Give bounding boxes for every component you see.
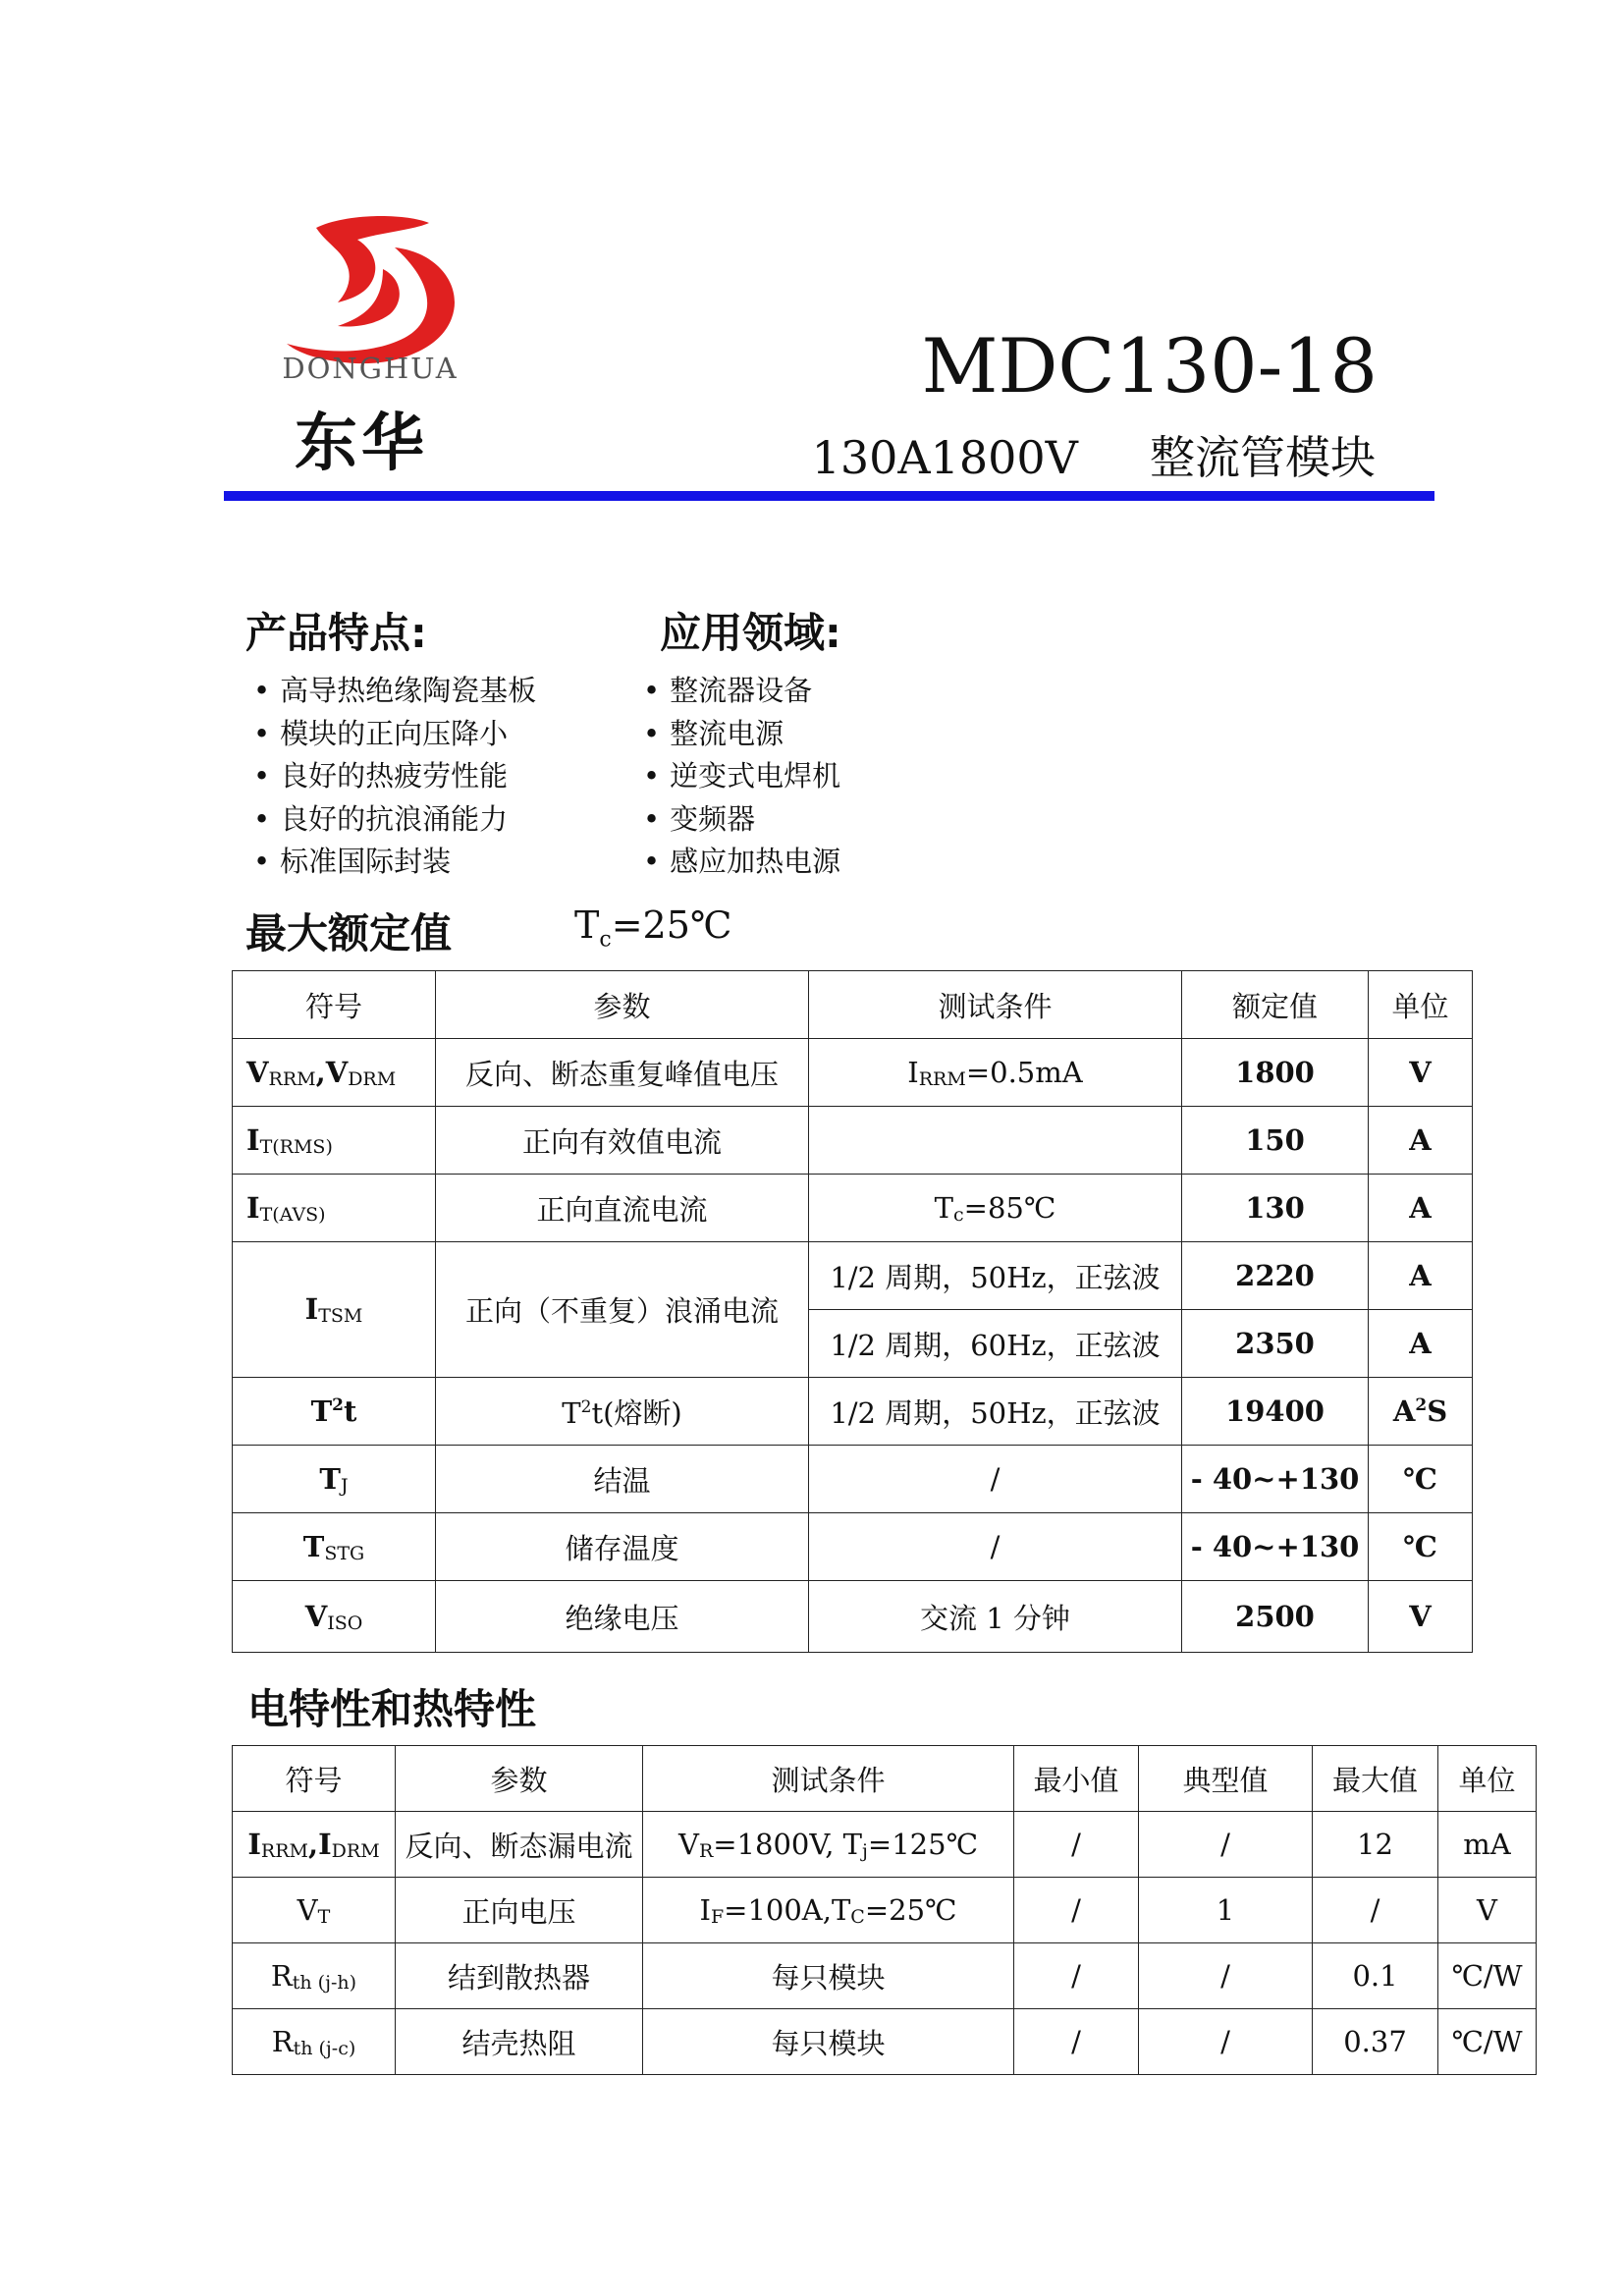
symbol-cell: $T_{STG}$ [233, 1513, 436, 1581]
table-row [233, 1943, 1537, 2009]
condition-cell: / [809, 1513, 1182, 1581]
features-title: 产品特点: [245, 609, 427, 657]
min-cell: / [1014, 1878, 1139, 1943]
unit-cell: V [1369, 1581, 1473, 1653]
header-cell: 符号 [233, 971, 436, 1039]
condition-cell: $I_{RRM}=0.5mA$ [809, 1039, 1182, 1107]
header-cell: 测试条件 [809, 971, 1182, 1039]
max-ratings-table [232, 970, 1473, 1653]
unit-cell: A [1369, 1242, 1473, 1310]
value-cell: 2500 [1182, 1581, 1369, 1653]
header-cell: 最大值 [1313, 1746, 1438, 1812]
header-cell: 最小值 [1014, 1746, 1139, 1812]
symbol-cell: $T_J$ [233, 1446, 436, 1513]
parameter-cell: 正向（不重复）浪涌电流 [436, 1242, 809, 1378]
symbol-cell: $I_{TSM}$ [233, 1242, 436, 1378]
header-rule [224, 491, 1434, 501]
table-row [233, 1175, 1473, 1242]
max-cell: / [1313, 1878, 1438, 1943]
table-header-row [233, 1746, 1537, 1812]
condition-cell: 1/2 周期，50Hz，正弦波 [809, 1378, 1182, 1446]
condition-cell: / [809, 1446, 1182, 1513]
unit-cell: ℃/W [1438, 1943, 1537, 2009]
table-row [233, 2009, 1537, 2075]
brand-name-english: DONGHUA [282, 352, 459, 385]
typ-cell: / [1139, 1943, 1313, 2009]
application-item: • 整流器设备 [643, 670, 840, 713]
unit-cell: ℃ [1369, 1513, 1473, 1581]
unit-cell: ℃/W [1438, 2009, 1537, 2075]
symbol-cell: $V_{RRM},V_{DRM}$ [233, 1039, 436, 1107]
condition-cell: 1/2 周期，60Hz，正弦波 [809, 1310, 1182, 1378]
product-subtitle: 130A1800V 整流管模块 [811, 431, 1376, 484]
symbol-cell: $R_{th (j-c)}$ [233, 2009, 396, 2075]
unit-cell: A [1369, 1310, 1473, 1378]
model-number: MDC130-18 [921, 322, 1378, 410]
unit-cell: A [1369, 1175, 1473, 1242]
unit-cell: $A^2S$ [1369, 1378, 1473, 1446]
parameter-cell: 正向有效值电流 [436, 1107, 809, 1175]
unit-cell: mA [1438, 1812, 1537, 1878]
table-row [233, 1878, 1537, 1943]
unit-cell: A [1369, 1107, 1473, 1175]
features-list [253, 670, 536, 884]
feature-item: • 高导热绝缘陶瓷基板 [253, 670, 536, 713]
typ-cell: / [1139, 2009, 1313, 2075]
min-cell: / [1014, 1943, 1139, 2009]
parameter-cell: $T^2t$(熔断) [436, 1378, 809, 1446]
symbol-cell: $R_{th (j-h)}$ [233, 1943, 396, 2009]
unit-cell: ℃ [1369, 1446, 1473, 1513]
application-item: • 逆变式电焊机 [643, 755, 840, 798]
electrical-table [232, 1745, 1537, 2075]
feature-item: • 标准国际封装 [253, 841, 536, 884]
min-cell: / [1014, 2009, 1139, 2075]
electrical-title: 电特性和热特性 [247, 1685, 537, 1733]
parameter-cell: 反向、断态重复峰值电压 [436, 1039, 809, 1107]
max-ratings-title: 最大额定值 [245, 909, 453, 957]
parameter-cell: 结到散热器 [396, 1943, 643, 2009]
parameter-cell: 反向、断态漏电流 [396, 1812, 643, 1878]
table-row [233, 1812, 1537, 1878]
feature-item: • 模块的正向压降小 [253, 713, 536, 756]
parameter-cell: 绝缘电压 [436, 1581, 809, 1653]
value-cell: 2350 [1182, 1310, 1369, 1378]
value-cell: 2220 [1182, 1242, 1369, 1310]
unit-cell: V [1369, 1039, 1473, 1107]
application-item: • 变频器 [643, 798, 840, 842]
header-cell: 典型值 [1139, 1746, 1313, 1812]
table-row [233, 1581, 1473, 1653]
table-row [233, 1378, 1473, 1446]
symbol-cell: $V_{ISO}$ [233, 1581, 436, 1653]
condition-cell: 每只模块 [643, 1943, 1014, 2009]
brand-name-chinese: 东华 [295, 408, 428, 480]
parameter-cell: 正向电压 [396, 1878, 643, 1943]
header-cell: 单位 [1369, 971, 1473, 1039]
unit-cell: V [1438, 1878, 1537, 1943]
condition-cell: $T_c=85℃$ [809, 1175, 1182, 1242]
typ-cell: / [1139, 1812, 1313, 1878]
max-cell: 12 [1313, 1812, 1438, 1878]
symbol-cell: $I_{T(RMS)}$ [233, 1107, 436, 1175]
value-cell: 19400 [1182, 1378, 1369, 1446]
max-ratings-condition: $T_c=25℃$ [574, 903, 732, 953]
condition-cell: $I_F=100A,T_C=25℃$ [643, 1878, 1014, 1943]
value-cell: 150 [1182, 1107, 1369, 1175]
feature-item: • 良好的热疲劳性能 [253, 755, 536, 798]
symbol-cell: $I_{RRM},I_{DRM}$ [233, 1812, 396, 1878]
parameter-cell: 结温 [436, 1446, 809, 1513]
symbol-cell: $I_{T(AVS)}$ [233, 1175, 436, 1242]
table-row [233, 1039, 1473, 1107]
typ-cell: 1 [1139, 1878, 1313, 1943]
table-row [233, 1513, 1473, 1581]
table-row [233, 1242, 1473, 1310]
condition-cell [809, 1107, 1182, 1175]
symbol-cell: $T^2t$ [233, 1378, 436, 1446]
table-row [233, 1107, 1473, 1175]
parameter-cell: 储存温度 [436, 1513, 809, 1581]
condition-cell: $V_R=1800V$, $T_j=125℃$ [643, 1812, 1014, 1878]
condition-cell: 每只模块 [643, 2009, 1014, 2075]
parameter-cell: 正向直流电流 [436, 1175, 809, 1242]
header-cell: 参数 [396, 1746, 643, 1812]
value-cell: 130 [1182, 1175, 1369, 1242]
header-cell: 参数 [436, 971, 809, 1039]
condition-cell: 交流 1 分钟 [809, 1581, 1182, 1653]
table-row [233, 1446, 1473, 1513]
value-cell: - 40~+130 [1182, 1513, 1369, 1581]
feature-item: • 良好的抗浪涌能力 [253, 798, 536, 842]
applications-title: 应用领域: [660, 609, 841, 657]
header-cell: 单位 [1438, 1746, 1537, 1812]
header-cell: 符号 [233, 1746, 396, 1812]
value-cell: - 40~+130 [1182, 1446, 1369, 1513]
applications-list [643, 670, 840, 884]
min-cell: / [1014, 1812, 1139, 1878]
application-item: • 感应加热电源 [643, 841, 840, 884]
parameter-cell: 结壳热阻 [396, 2009, 643, 2075]
table-header-row [233, 971, 1473, 1039]
header-cell: 额定值 [1182, 971, 1369, 1039]
application-item: • 整流电源 [643, 713, 840, 756]
header-cell: 测试条件 [643, 1746, 1014, 1812]
value-cell: 1800 [1182, 1039, 1369, 1107]
max-cell: 0.37 [1313, 2009, 1438, 2075]
symbol-cell: $V_T$ [233, 1878, 396, 1943]
max-cell: 0.1 [1313, 1943, 1438, 2009]
condition-cell: 1/2 周期，50Hz，正弦波 [809, 1242, 1182, 1310]
